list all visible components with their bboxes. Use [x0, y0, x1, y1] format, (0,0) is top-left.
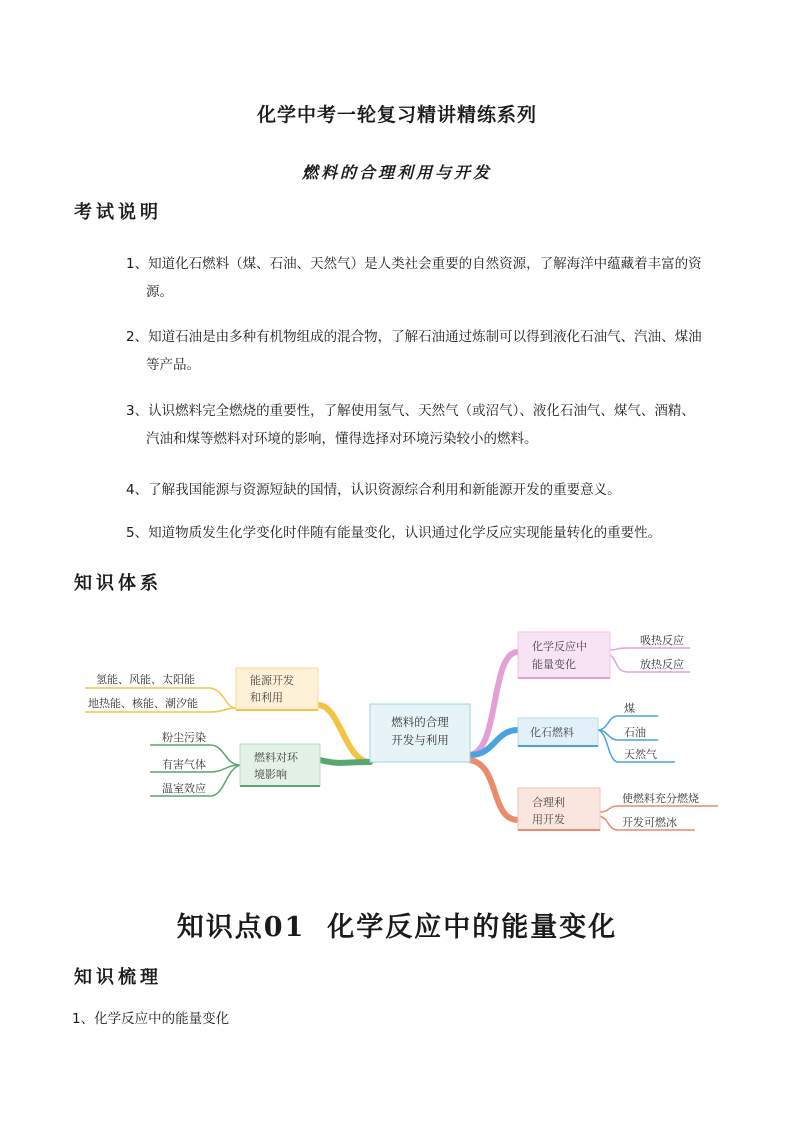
leaf-coal: 煤 [624, 702, 635, 715]
connector-environment [320, 760, 370, 763]
exam-item-3 [126, 397, 726, 453]
leaf-dust-pollution: 粉尘污染 [162, 731, 206, 744]
connector-rational [470, 760, 518, 820]
leaf-hydrogen-wind-solar: 氢能、风能、太阳能 [96, 673, 195, 686]
branch-environment-line2: 境影响 [254, 768, 287, 781]
exam-item-2 [126, 323, 726, 379]
branch-rational-line2: 用开发 [532, 813, 565, 826]
branch-reaction-node [518, 632, 610, 678]
branch-rational-line1: 合理利 [532, 796, 565, 809]
exam-item-5 [126, 519, 726, 547]
connector-fossil [470, 730, 518, 755]
knowledge-point-heading [0, 905, 794, 944]
leaf-endothermic: 吸热反应 [640, 634, 684, 647]
exam-item-2-line1: 2、知道石油是由多种有机物组成的混合物，了解石油通过炼制可以得到液化石油气、汽油、煤油 [126, 329, 702, 345]
center-node-line1: 燃料的合理 [391, 715, 449, 729]
branch-energy-line2: 和利用 [250, 691, 283, 704]
document-subtitle: 燃料的合理利用与开发 [301, 163, 492, 182]
branch-reaction-line2: 能量变化 [532, 658, 576, 671]
mindmap-diagram [0, 620, 794, 850]
leaf-greenhouse-effect: 温室效应 [162, 782, 206, 795]
knowledge-point-number: 知识点01 [176, 912, 306, 943]
connector-energy [318, 705, 370, 762]
center-node-line2: 开发与利用 [391, 733, 449, 747]
leaf-combustible-ice: 开发可燃冰 [622, 816, 677, 829]
sorting-section-heading: 知识梳理 [74, 967, 162, 988]
branch-fossil-line1: 化石燃料 [530, 726, 574, 739]
leaf-geothermal-nuclear-tidal: 地热能、核能、潮汐能 [88, 697, 198, 710]
leaf-petroleum: 石油 [624, 726, 646, 739]
exam-item-1-line2: 源。 [146, 284, 173, 300]
leaf-full-combustion: 使燃料充分燃烧 [622, 792, 699, 805]
exam-item-1 [126, 250, 726, 306]
branch-energy-line1: 能源开发 [250, 674, 294, 687]
exam-section-heading: 考试说明 [74, 202, 162, 223]
exam-item-1-line1: 1、知道化石燃料（煤、石油、天然气）是人类社会重要的自然资源，了解海洋中蕴藏着丰富的资 [126, 256, 702, 272]
knowledge-point-title: 化学反应中的能量变化 [327, 912, 618, 943]
knowledge-section-heading: 知识体系 [74, 573, 162, 594]
leaf-harmful-gas: 有害气体 [162, 758, 206, 771]
leaf-exothermic: 放热反应 [640, 658, 684, 671]
exam-item-4-line1: 4、了解我国能源与资源短缺的国情，认识资源综合利用和新能源开发的重要意义。 [126, 482, 621, 498]
leaf-natural-gas: 天然气 [624, 748, 657, 761]
exam-item-4 [126, 476, 726, 504]
document-title: 化学中考一轮复习精讲精练系列 [256, 104, 537, 126]
exam-item-5-line1: 5、知道物质发生化学变化时伴随有能量变化，认识通过化学反应实现能量转化的重要性。 [126, 525, 662, 541]
branch-environment-line1: 燃料对环 [254, 751, 298, 764]
exam-item-3-line1: 3、认识燃料完全燃烧的重要性，了解使用氢气、天然气（或沼气）、液化石油气、煤气、酒精、 [126, 403, 695, 419]
branch-reaction-line1: 化学反应中 [532, 640, 587, 653]
exam-item-3-line2: 汽油和煤等燃料对环境的影响，懂得选择对环境污染较小的燃料。 [146, 431, 538, 447]
sorting-item-1: 1、化学反应中的能量变化 [72, 1011, 230, 1027]
exam-item-2-line2: 等产品。 [146, 357, 200, 373]
